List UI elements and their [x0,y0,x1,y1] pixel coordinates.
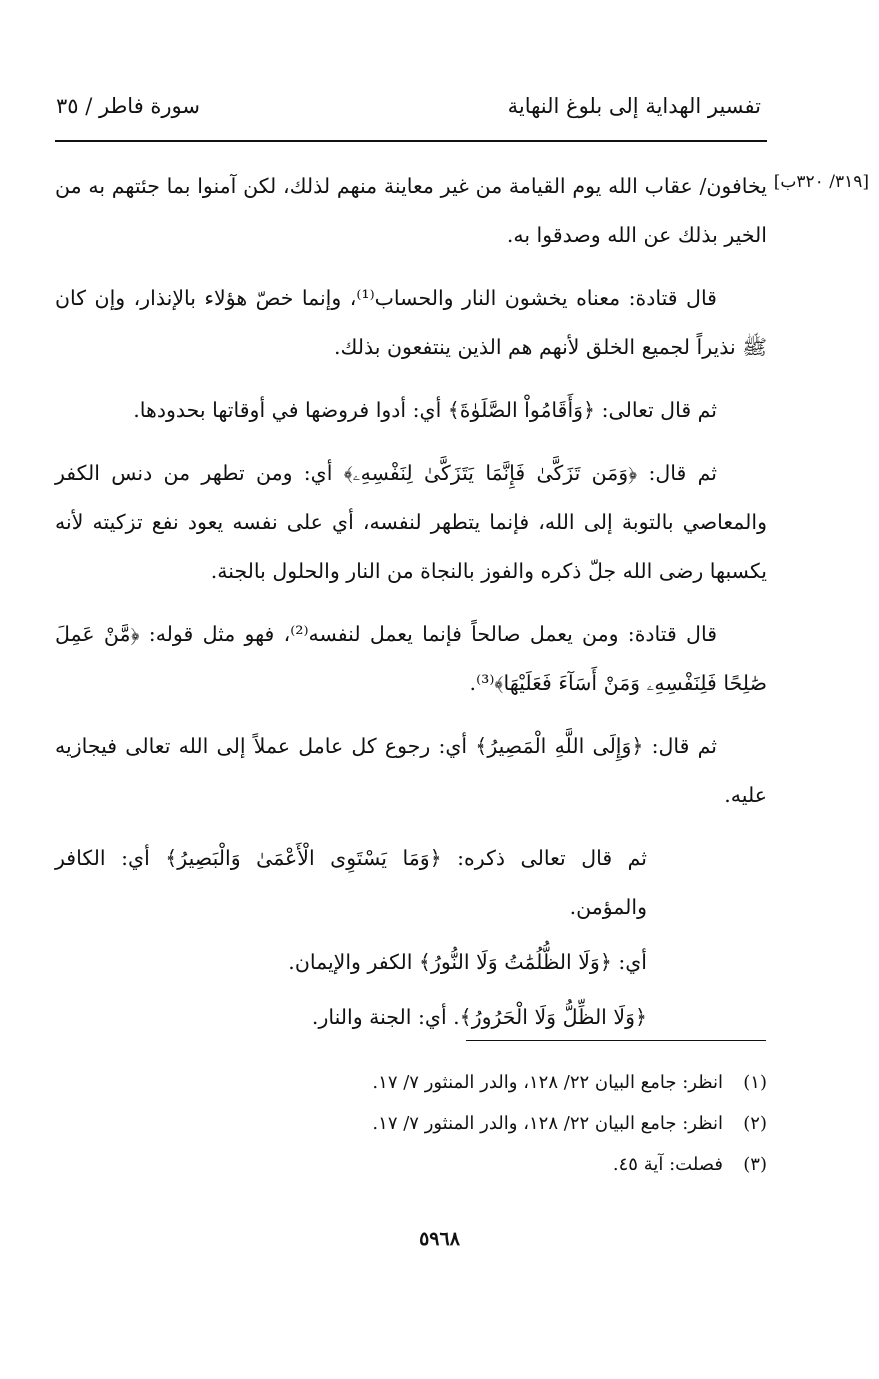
paragraph-5: قال قتادة: ومن يعمل صالحاً فإنما يعمل لنفسه⁽²⁾، فهو مثل قوله: ﴿مَّنْ عَمِلَ صَٰلِحًا فَلِنَفْسِهِۦ وَمَنْ أَسَآءَ فَعَلَيْهَا﴾⁽³⁾. [55,622,767,695]
footnote-item [207,1062,767,1103]
running-header-surah: سورة فاطر / ٣٥ [56,94,200,118]
paragraph-1: يخافون/ عقاب الله يوم القيامة من غير معاينة منهم لذلك، لكن آمنوا بما جئتهم به من الخير بذلك عن الله وصدقوا به. [55,174,767,247]
verse-lines [55,834,767,1042]
footnote-text: انظر: جامع البيان ٢٢/ ١٢٨، والدر المنثور ٧/ ١٧. [372,1113,723,1134]
running-header-book-title: تفسير الهداية إلى بلوغ النهاية [507,94,761,118]
paragraph-4: ثم قال: ﴿وَمَن تَزَكَّىٰ فَإِنَّمَا يَتَزَكَّىٰ لِنَفْسِهِۦ﴾ أي: ومن تطهر من دنس الكفر والمعاصي بالتوبة إلى الله، فإنما يتطهر لنفسه، أي على نفسه يعود نفع تزكيته لأنه يكسبها رضى الله جلّ ذكره والفوز بالنجاة من النار والحلول بالجنة. [55,461,767,583]
paragraph-6: ثم قال: ﴿وَإِلَى اللَّهِ الْمَصِيرُ﴾ أي: رجوع كل عامل عملاً إلى الله تعالى فيجازيه عليه. [55,734,767,807]
footnotes [207,1062,767,1185]
footnote-number: (١) [743,1072,767,1093]
verse-line-1: ثم قال تعالى ذكره: ﴿وَمَا يَسْتَوِى الْأَعْمَىٰ وَالْبَصِيرُ﴾ أي: الكافر والمؤمن. [55,846,647,919]
footnote-rule [466,1040,766,1041]
paragraph-2: قال قتادة: معناه يخشون النار والحساب⁽¹⁾، وإنما خصّ هؤلاء بالإنذار، وإن كان ﷺ نذيراً لجميع الخلق لأنهم هم الذين ينتفعون بذلك. [55,286,767,359]
footnote-number: (٢) [743,1113,767,1134]
header-rule [55,140,767,142]
margin-manuscript-reference: [٣١٩/ ٣٢٠ب] [773,172,869,192]
footnote-text: فصلت: آية ٤٥. [612,1154,723,1175]
verse-line-3: ﴿وَلَا الظِّلُّ وَلَا الْحَرُورُ﴾. أي: الجنة والنار. [311,1005,647,1029]
footnote-text: انظر: جامع البيان ٢٢/ ١٢٨، والدر المنثور ٧/ ١٧. [372,1072,723,1093]
page-number: ٥٩٦٨ [419,1228,460,1250]
footnote-item [207,1103,767,1144]
main-text [55,162,767,1048]
paragraph-3: ثم قال تعالى: ﴿وَأَقَامُواْ الصَّلَوٰةَ﴾ أي: أدوا فروضها في أوقاتها بحدودها. [133,398,717,422]
verse-line-2: أي: ﴿وَلَا الظُّلُمَٰتُ وَلَا النُّورُ﴾ الكفر والإيمان. [288,950,647,974]
footnote-item [207,1144,767,1185]
footnote-number: (٣) [743,1154,767,1175]
